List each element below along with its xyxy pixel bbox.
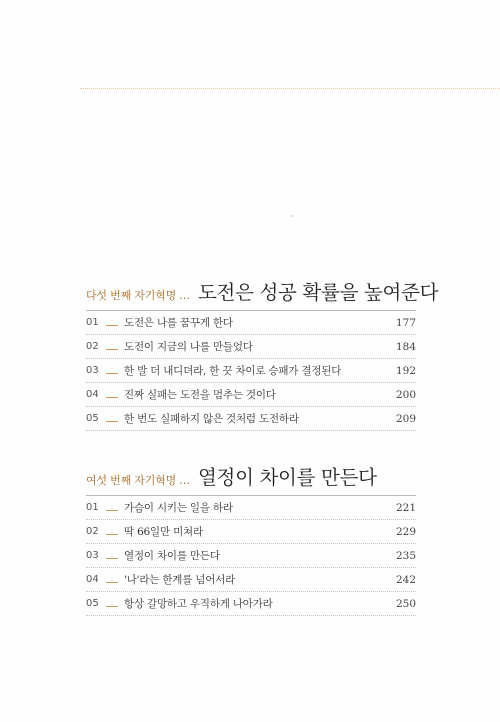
toc-section-5 xyxy=(86,277,439,431)
toc-entry[interactable] xyxy=(86,383,416,407)
entry-title: 항상 갈망하고 우직하게 나아가라 xyxy=(124,598,273,610)
toc-entry[interactable] xyxy=(86,335,416,359)
entry-dash xyxy=(106,373,118,374)
toc-entry[interactable] xyxy=(86,544,416,568)
entry-page: 200 xyxy=(395,388,416,401)
section-heading xyxy=(86,462,416,494)
entry-dash xyxy=(106,582,118,583)
entry-title: '나'라는 한계를 넘어서라 xyxy=(124,574,236,586)
entry-title: 진짜 실패는 도전을 멈추는 것이다 xyxy=(124,389,276,401)
toc-entry[interactable] xyxy=(86,520,416,544)
entry-dash xyxy=(106,510,118,511)
entry-title: 딱 66일만 미쳐라 xyxy=(124,526,203,538)
entry-page: 235 xyxy=(395,549,416,562)
entry-number: 01 xyxy=(86,317,99,328)
section-ellipsis: … xyxy=(179,474,191,487)
entry-dash xyxy=(106,349,118,350)
entry-dash xyxy=(106,534,118,535)
entry-page: 229 xyxy=(395,525,416,538)
entry-number: 03 xyxy=(86,365,99,376)
entry-page: 192 xyxy=(395,364,416,377)
toc-entry[interactable] xyxy=(86,311,416,335)
entry-title: 도전이 지금의 나를 만들었다 xyxy=(124,341,253,353)
entry-title: 한 발 더 내디뎌라, 한 끗 차이로 승패가 결정된다 xyxy=(124,365,342,377)
entry-dash xyxy=(106,397,118,398)
toc-entry[interactable] xyxy=(86,359,416,383)
section-label: 여섯 번째 자기혁명 xyxy=(86,474,177,487)
entry-page: 242 xyxy=(395,573,416,586)
toc-entry[interactable] xyxy=(86,496,416,520)
toc-entry[interactable] xyxy=(86,592,416,616)
entry-dash xyxy=(106,558,118,559)
entry-number: 02 xyxy=(86,341,99,352)
entry-dash xyxy=(106,325,118,326)
entry-number: 01 xyxy=(86,502,99,513)
entry-page: 250 xyxy=(395,597,416,610)
entry-title: 도전은 나를 꿈꾸게 한다 xyxy=(124,317,233,329)
section-title: 열정이 차이를 만든다 xyxy=(198,466,377,489)
entry-page: 184 xyxy=(395,340,416,353)
section-ellipsis: … xyxy=(179,289,191,302)
toc-entry[interactable] xyxy=(86,568,416,592)
top-dotted-rule xyxy=(80,88,500,89)
paper-speck xyxy=(291,215,293,217)
entry-page: 209 xyxy=(395,412,416,425)
entry-title: 한 번도 실패하지 않은 것처럼 도전하라 xyxy=(124,413,299,425)
section-title: 도전은 성공 확률을 높여준다 xyxy=(198,281,439,304)
entry-title: 열정이 차이를 만든다 xyxy=(124,550,220,562)
entry-dash xyxy=(106,421,118,422)
section-label: 다섯 번째 자기혁명 xyxy=(86,289,177,302)
toc-section-6 xyxy=(86,462,416,616)
entry-title: 가슴이 시키는 일을 하라 xyxy=(124,502,233,514)
entry-number: 05 xyxy=(86,598,99,609)
entry-dash xyxy=(106,606,118,607)
toc-entry[interactable] xyxy=(86,407,416,431)
section-heading xyxy=(86,277,439,309)
entry-number: 05 xyxy=(86,413,99,424)
entry-number: 03 xyxy=(86,550,99,561)
entry-number: 04 xyxy=(86,389,99,400)
entry-page: 177 xyxy=(395,316,416,329)
entry-number: 04 xyxy=(86,574,99,585)
entry-number: 02 xyxy=(86,526,99,537)
entry-page: 221 xyxy=(395,501,416,514)
